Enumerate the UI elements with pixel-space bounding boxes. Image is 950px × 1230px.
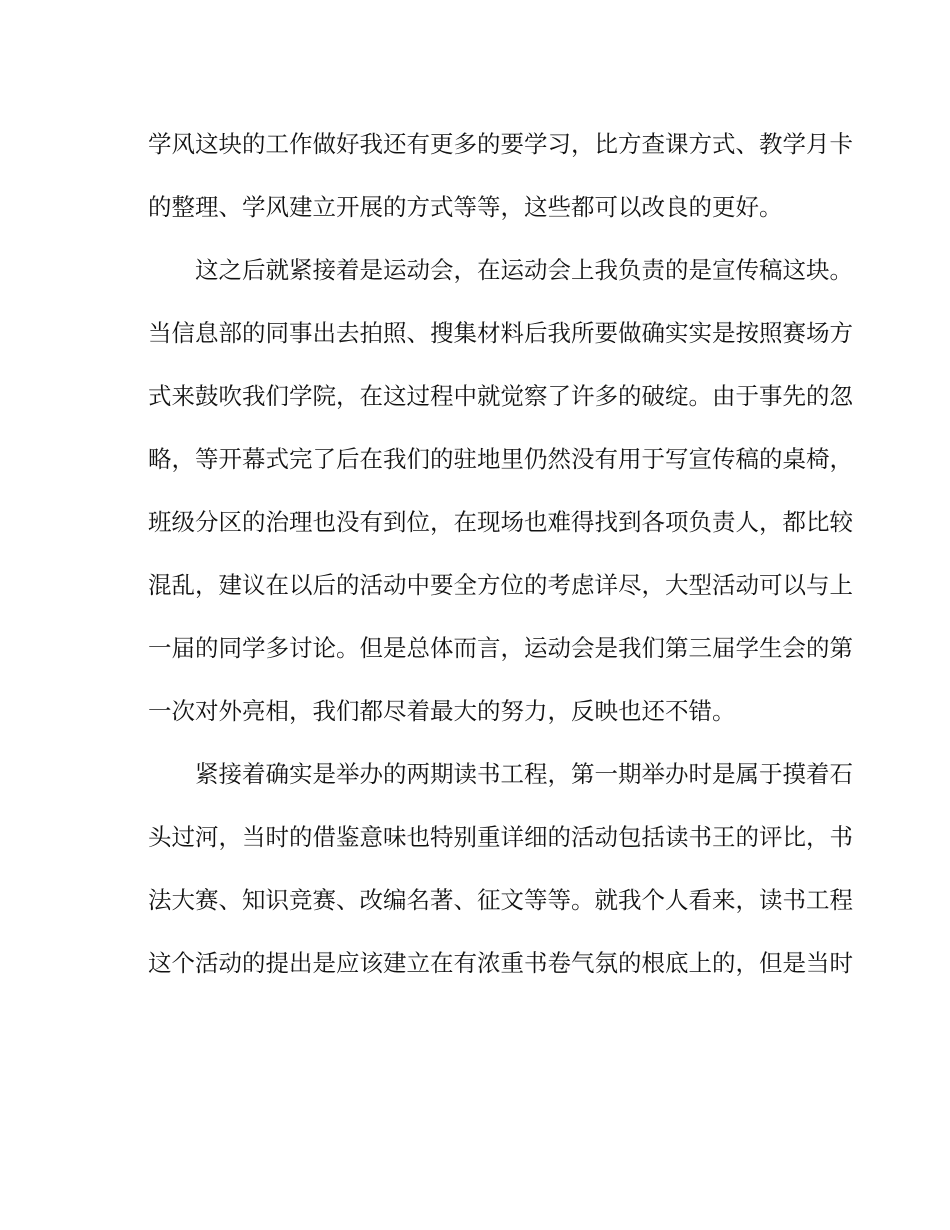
text-line: 学风这块的工作做好我还有更多的要学习，比方查课方式、教学月卡 [148, 130, 853, 158]
text-line: 班级分区的治理也没有到位，在现场也难得找到各项负责人，都比较 [148, 508, 853, 536]
document-body [148, 118, 853, 1000]
text-line: 头过河，当时的借鉴意味也特别重详细的活动包括读书王的评比，书 [148, 823, 853, 851]
text-line: 的整理、学风建立开展的方式等等，这些都可以改良的更好。 [148, 193, 783, 221]
text-line: 法大赛、知识竞赛、改编名著、征文等等。就我个人看来，读书工程 [148, 886, 853, 914]
text-line: 式来鼓吹我们学院，在这过程中就觉察了许多的破绽。由于事先的忽 [148, 382, 853, 410]
text-line: 当信息部的同事出去拍照、搜集材料后我所要做确实实是按照赛场方 [148, 319, 853, 347]
text-line: 混乱，建议在以后的活动中要全方位的考虑详尽，大型活动可以与上 [148, 571, 853, 599]
text-line: 略，等开幕式完了后在我们的驻地里仍然没有用于写宣传稿的桌椅， [148, 445, 853, 473]
text-line: 一届的同学多讨论。但是总体而言，运动会是我们第三届学生会的第 [148, 634, 853, 662]
text-line: 一次对外亮相，我们都尽着最大的努力，反映也还不错。 [148, 697, 736, 725]
text-line: 这个活动的提出是应该建立在有浓重书卷气氛的根底上的，但是当时 [148, 949, 853, 977]
text-line: 紧接着确实是举办的两期读书工程，第一期举办时是属于摸着石 [195, 760, 853, 788]
text-line: 这之后就紧接着是运动会，在运动会上我负责的是宣传稿这块。 [195, 256, 853, 284]
